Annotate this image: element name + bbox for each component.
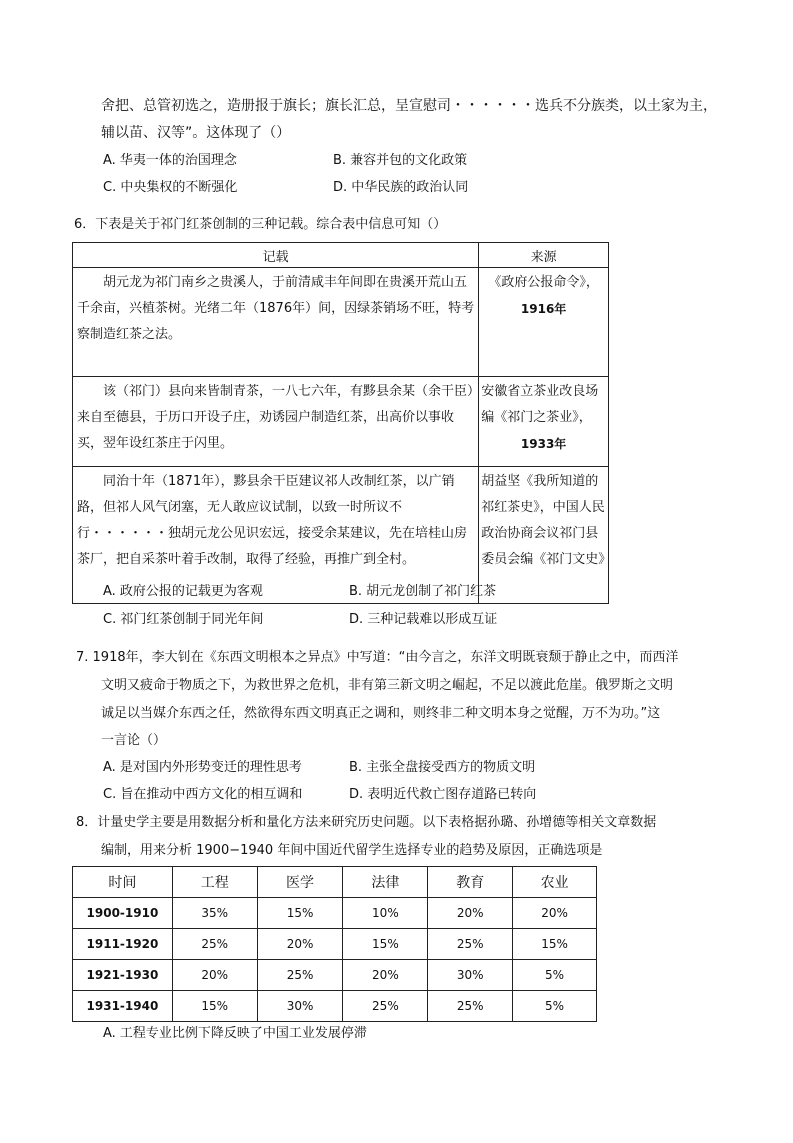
table-cell: 20% xyxy=(343,960,428,991)
q6-source-1b: 1916年 xyxy=(520,302,567,316)
q7-stem-line3: 诚足以当媒介东西之任，然欲得东西文明真正之调和，则终非二种文明本身之觉醒，万不为功。”这 xyxy=(101,706,661,721)
table-cell: 1911-1920 xyxy=(73,929,173,960)
table-row xyxy=(73,268,609,377)
q8-header-medicine: 医学 xyxy=(257,867,343,898)
q6-option-a: A. 政府公报的记载更为客观 xyxy=(103,584,263,599)
table-cell: 20% xyxy=(257,929,343,960)
q7-option-c: C. 旨在推动中西方文化的相互调和 xyxy=(103,787,303,802)
table-cell: 25% xyxy=(257,960,343,991)
table-row xyxy=(73,377,609,467)
table-cell: 20% xyxy=(172,960,257,991)
table-row xyxy=(73,898,597,929)
q8-stem-line1: 8．计量史学主要是用数据分析和量化方法来研究历史问题。以下表格据孙璐、孙增德等相关文章数据 xyxy=(76,815,657,830)
q8-option-a: A. 工程专业比例下降反映了中国工业发展停滞 xyxy=(103,1026,367,1041)
q8-header-agriculture: 农业 xyxy=(513,867,597,898)
table-cell: 30% xyxy=(257,991,343,1022)
table-header-row xyxy=(73,243,609,268)
table-cell: 30% xyxy=(428,960,513,991)
table-cell: 35% xyxy=(172,898,257,929)
table-cell: 25% xyxy=(428,991,513,1022)
q6-record-1: 胡元龙为祁门南乡之贵溪人，于前清咸丰年间即在贵溪开荒山五千余亩，兴植茶树。光绪二年（1876年）间，因绿茶销场不旺，特考察制造红茶之法。 xyxy=(77,275,475,342)
q6-header-record: 记载 xyxy=(73,243,479,268)
q6-source-2a: 安徽省立茶业改良场编《祁门之茶业》， xyxy=(481,384,599,425)
table-cell: 15% xyxy=(257,898,343,929)
table-row xyxy=(73,991,597,1022)
q6-header-source: 来源 xyxy=(479,243,609,268)
table-cell: 1900-1910 xyxy=(73,898,173,929)
q6-table xyxy=(72,242,612,604)
table-cell: 10% xyxy=(343,898,428,929)
q6-option-b: B. 胡元龙创制了祁门红茶 xyxy=(349,584,497,599)
q6-source-1a: 《政府公报命令》， xyxy=(488,275,599,290)
table-cell: 15% xyxy=(513,929,597,960)
table-cell: 25% xyxy=(343,991,428,1022)
table-header-row xyxy=(73,867,597,898)
table-row xyxy=(73,960,597,991)
q6-source-3a: 胡益坚《我所知道的祁红茶史》，中国人民政治协商会议祁门县委员会编《祁门文史》 xyxy=(481,474,612,567)
table-cell: 25% xyxy=(428,929,513,960)
q8-header-time: 时间 xyxy=(73,867,173,898)
table-cell: 15% xyxy=(172,991,257,1022)
q6-record-3: 同治十年（1871年），黟县余干臣建议祁人改制红茶，以广销路，但祁人风气闭塞，无人敢应议试制，以致一时所议不行・・・・・・独胡元龙公见识宏远，接受余某建议，先在培桂山房茶厂，把自采茶叶着手改制，取得了经验，再推广到全村。 xyxy=(77,474,468,567)
q5-stem-line2: 辅以苗、汉等”。这体现了（） xyxy=(101,125,291,141)
q6-source-2b: 1933年 xyxy=(520,437,567,451)
q5-option-a: A. 华夷一体的治国理念 xyxy=(103,153,237,168)
q6-record-2: 该（祁门）县向来皆制青茶，一八七六年，有黟县余某（余干臣）来自至德县，于历口开设子庄，劝诱园户制造红茶，出高价以事收买，翌年设红茶庄于闪里。 xyxy=(77,384,474,451)
q6-option-d: D. 三种记载难以形成互证 xyxy=(349,612,498,627)
q6-option-c: C. 祁门红茶创制于同光年间 xyxy=(103,612,264,627)
q8-header-education: 教育 xyxy=(428,867,513,898)
table-cell: 5% xyxy=(513,960,597,991)
q7-stem-line2: 文明又疲命于物质之下，为救世界之危机，非有第三新文明之崛起，不足以渡此危崖。俄罗斯之文明 xyxy=(101,678,674,693)
table-row xyxy=(73,929,597,960)
q7-option-d: D. 表明近代救亡图存道路已转向 xyxy=(349,787,537,802)
table-cell: 5% xyxy=(513,991,597,1022)
q5-option-b: B. 兼容并包的文化政策 xyxy=(333,153,468,168)
q5-option-c: C. 中央集权的不断强化 xyxy=(103,180,238,195)
q8-table xyxy=(72,866,597,1022)
q8-header-engineering: 工程 xyxy=(172,867,257,898)
q6-stem: 6．下表是关于祁门红茶创制的三种记载。综合表中信息可知（） xyxy=(74,217,447,232)
table-cell: 25% xyxy=(172,929,257,960)
q7-option-a: A. 是对国内外形势变迁的理性思考 xyxy=(103,760,302,775)
table-cell: 1931-1940 xyxy=(73,991,173,1022)
table-cell: 20% xyxy=(428,898,513,929)
q8-stem-line2: 编制，用来分析 1900−1940 年间中国近代留学生选择专业的趋势及原因，正确选项是 xyxy=(101,843,603,858)
table-cell: 1921-1930 xyxy=(73,960,173,991)
table-cell: 15% xyxy=(343,929,428,960)
q7-stem-line4: 一言论（） xyxy=(101,733,167,748)
q8-header-law: 法律 xyxy=(343,867,428,898)
q5-option-d: D. 中华民族的政治认同 xyxy=(333,180,469,195)
q7-stem-line1: 7. 1918年，李大钊在《东西文明根本之异点》中写道：“由今言之，东洋文明既衰颓于静止之中，而西洋 xyxy=(76,650,679,665)
q7-option-b: B. 主张全盘接受西方的物质文明 xyxy=(349,760,536,775)
q5-stem-line1: 舍把、总管初选之，造册报于旗长；旗长汇总，呈宣慰司・・・・・・选兵不分族类，以土家为主， xyxy=(101,98,717,114)
table-cell: 20% xyxy=(513,898,597,929)
